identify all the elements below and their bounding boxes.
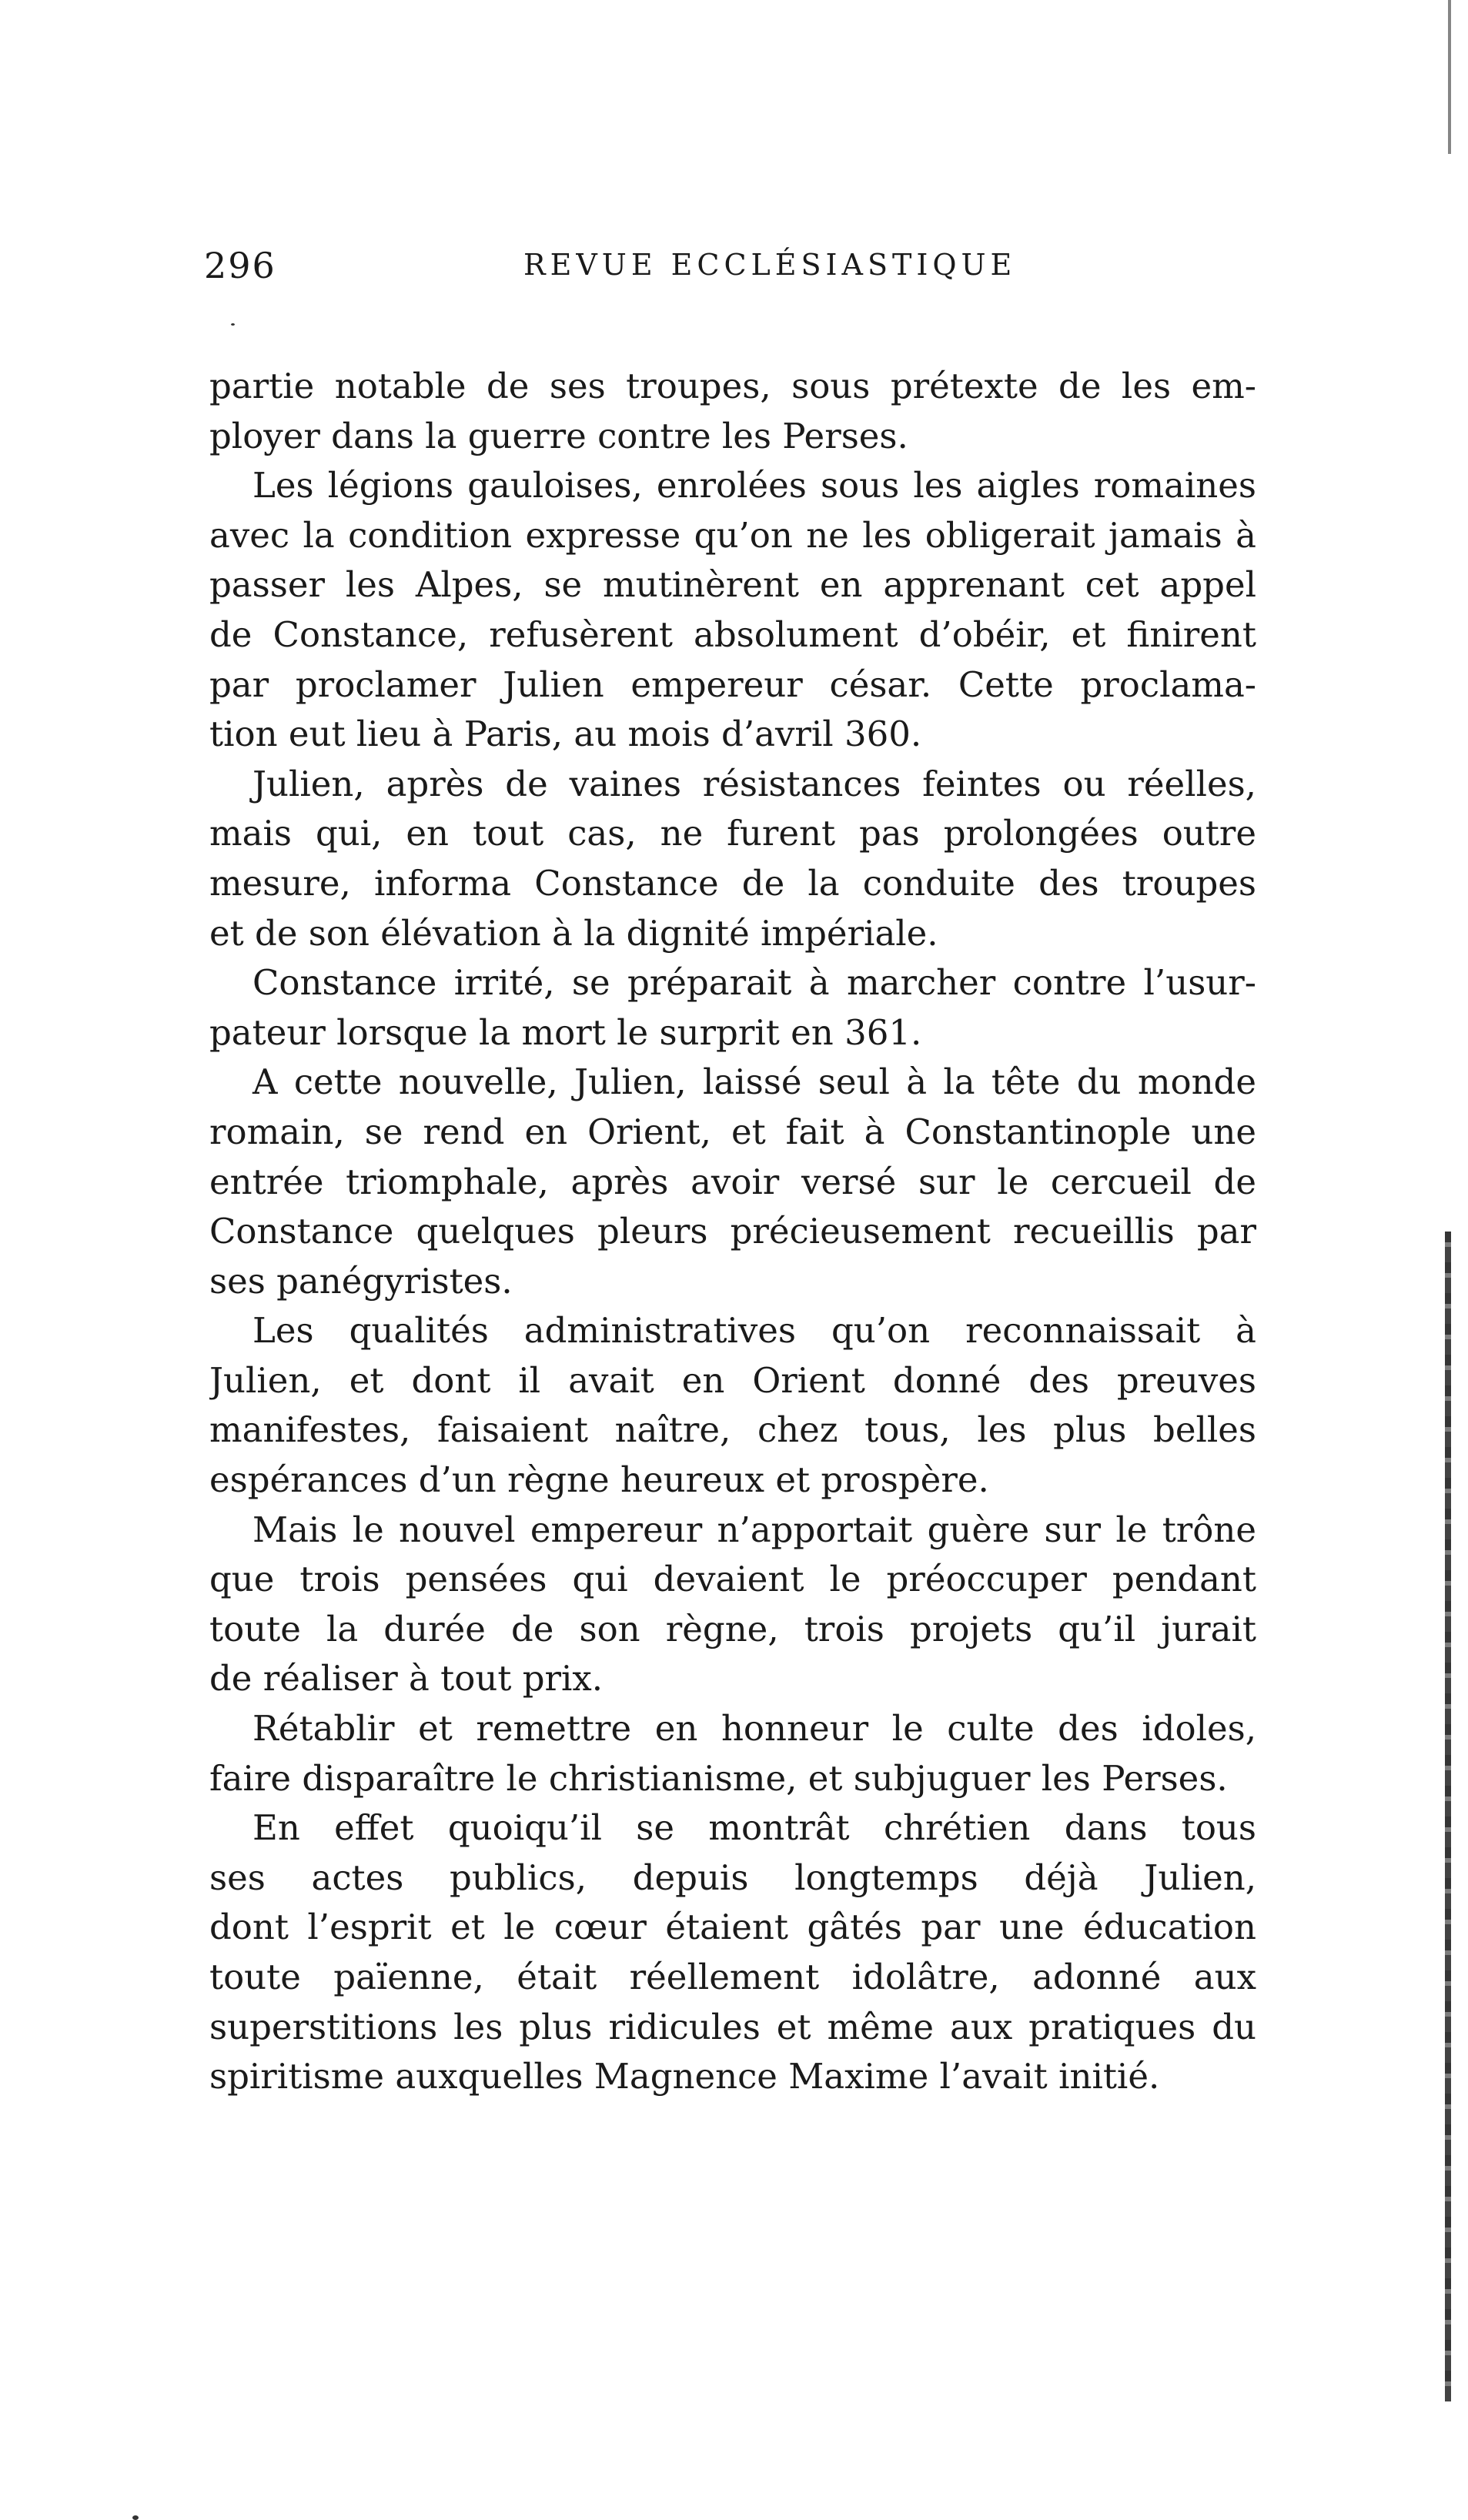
text-line: toute païenne, était réellement idolâtre, adonné aux: [209, 1957, 1256, 1997]
text-line: Les qualités administratives qu’on reconnaissait à: [252, 1310, 1256, 1352]
text-line: dont l’esprit et le cœur étaient gâtés par une éducation: [209, 1907, 1256, 1948]
text-line: ployer dans la guerre contre les Perses.: [209, 415, 908, 456]
text-line: passer les Alpes, se mutinèrent en apprenant cet appel: [209, 564, 1256, 606]
text-line: faire disparaître le christianisme, et subjuguer les Perses.: [209, 1757, 1228, 1799]
text-line: partie notable de ses troupes, sous prétexte de les em-: [209, 366, 1256, 406]
text-line: toute la durée de son règne, trois projets qu’il jurait: [209, 1608, 1256, 1649]
paragraph: [209, 1506, 1256, 1704]
text-line: En effet quoiqu’il se montrât chrétien dans tous: [252, 1807, 1256, 1849]
text-line: de réaliser à tout prix.: [209, 1658, 604, 1699]
text-line: Rétablir et remettre en honneur le culte des idoles,: [252, 1708, 1256, 1750]
scan-speck: [132, 2515, 139, 2520]
text-line: pateur lorsque la mort le surprit en 361.: [209, 1011, 922, 1053]
text-line: Julien, et dont il avait en Orient donné des preuves: [209, 1359, 1256, 1401]
text-line: Les légions gauloises, enrolées sous les aigles romaines: [252, 465, 1256, 506]
text-line: espérances d’un règne heureux et prospère.: [209, 1459, 989, 1501]
paragraph: [209, 760, 1256, 958]
text-line: de Constance, refusèrent absolument d’obéir, et finirent: [209, 613, 1256, 655]
text-line: Constance irrité, se préparait à marcher contre l’usur-: [252, 962, 1256, 1004]
text-line: Julien, après de vaines résistances feintes ou réelles,: [252, 763, 1256, 804]
paragraph: [209, 362, 1256, 461]
text-line: ses panégyristes.: [209, 1260, 513, 1302]
text-line: Mais le nouvel empereur n’apportait guère sur le trône: [252, 1509, 1256, 1550]
paragraph: [209, 958, 1256, 1058]
paragraph: [209, 1058, 1256, 1306]
paragraph: [209, 1704, 1256, 1803]
text-line: mais qui, en tout cas, ne furent pas prolongées outre: [209, 813, 1256, 854]
text-line: Constance quelques pleurs précieusement recueillis par: [209, 1211, 1256, 1252]
body-text: [209, 362, 1256, 2102]
paragraph: [209, 1803, 1256, 2102]
text-line: spiritisme auxquelles Magnence Maxime l’avait initié.: [209, 2056, 1160, 2097]
scan-edge-mark-top: [1448, 0, 1451, 154]
text-line: et de son élévation à la dignité impériale.: [209, 912, 938, 954]
text-line: manifestes, faisaient naître, chez tous, les plus belles: [209, 1409, 1256, 1451]
scan-speck: [231, 323, 235, 326]
text-line: par proclamer Julien empereur césar. Cette proclama-: [209, 663, 1256, 705]
page-number: 296: [204, 245, 276, 286]
text-line: entrée triomphale, après avoir versé sur le cercueil de: [209, 1161, 1256, 1202]
paragraph: [209, 461, 1256, 760]
text-line: A cette nouvelle, Julien, laissé seul à la tête du monde: [252, 1061, 1256, 1103]
running-head: REVUE ECCLÉSIASTIQUE: [523, 248, 1017, 282]
paragraph: [209, 1306, 1256, 1505]
text-line: avec la condition expresse qu’on ne les obligerait jamais à: [209, 514, 1256, 556]
scan-edge-mark-bottom: [1445, 1232, 1451, 2401]
text-line: mesure, informa Constance de la conduite des troupes: [209, 862, 1256, 904]
text-line: romain, se rend en Orient, et fait à Constantinople une: [209, 1111, 1256, 1152]
text-line: superstitions les plus ridicules et même aux pratiques du: [209, 2006, 1256, 2047]
text-line: tion eut lieu à Paris, au mois d’avril 360.: [209, 714, 922, 755]
text-line: que trois pensées qui devaient le préoccuper pendant: [209, 1559, 1256, 1600]
text-line: ses actes publics, depuis longtemps déjà Julien,: [209, 1857, 1256, 1898]
